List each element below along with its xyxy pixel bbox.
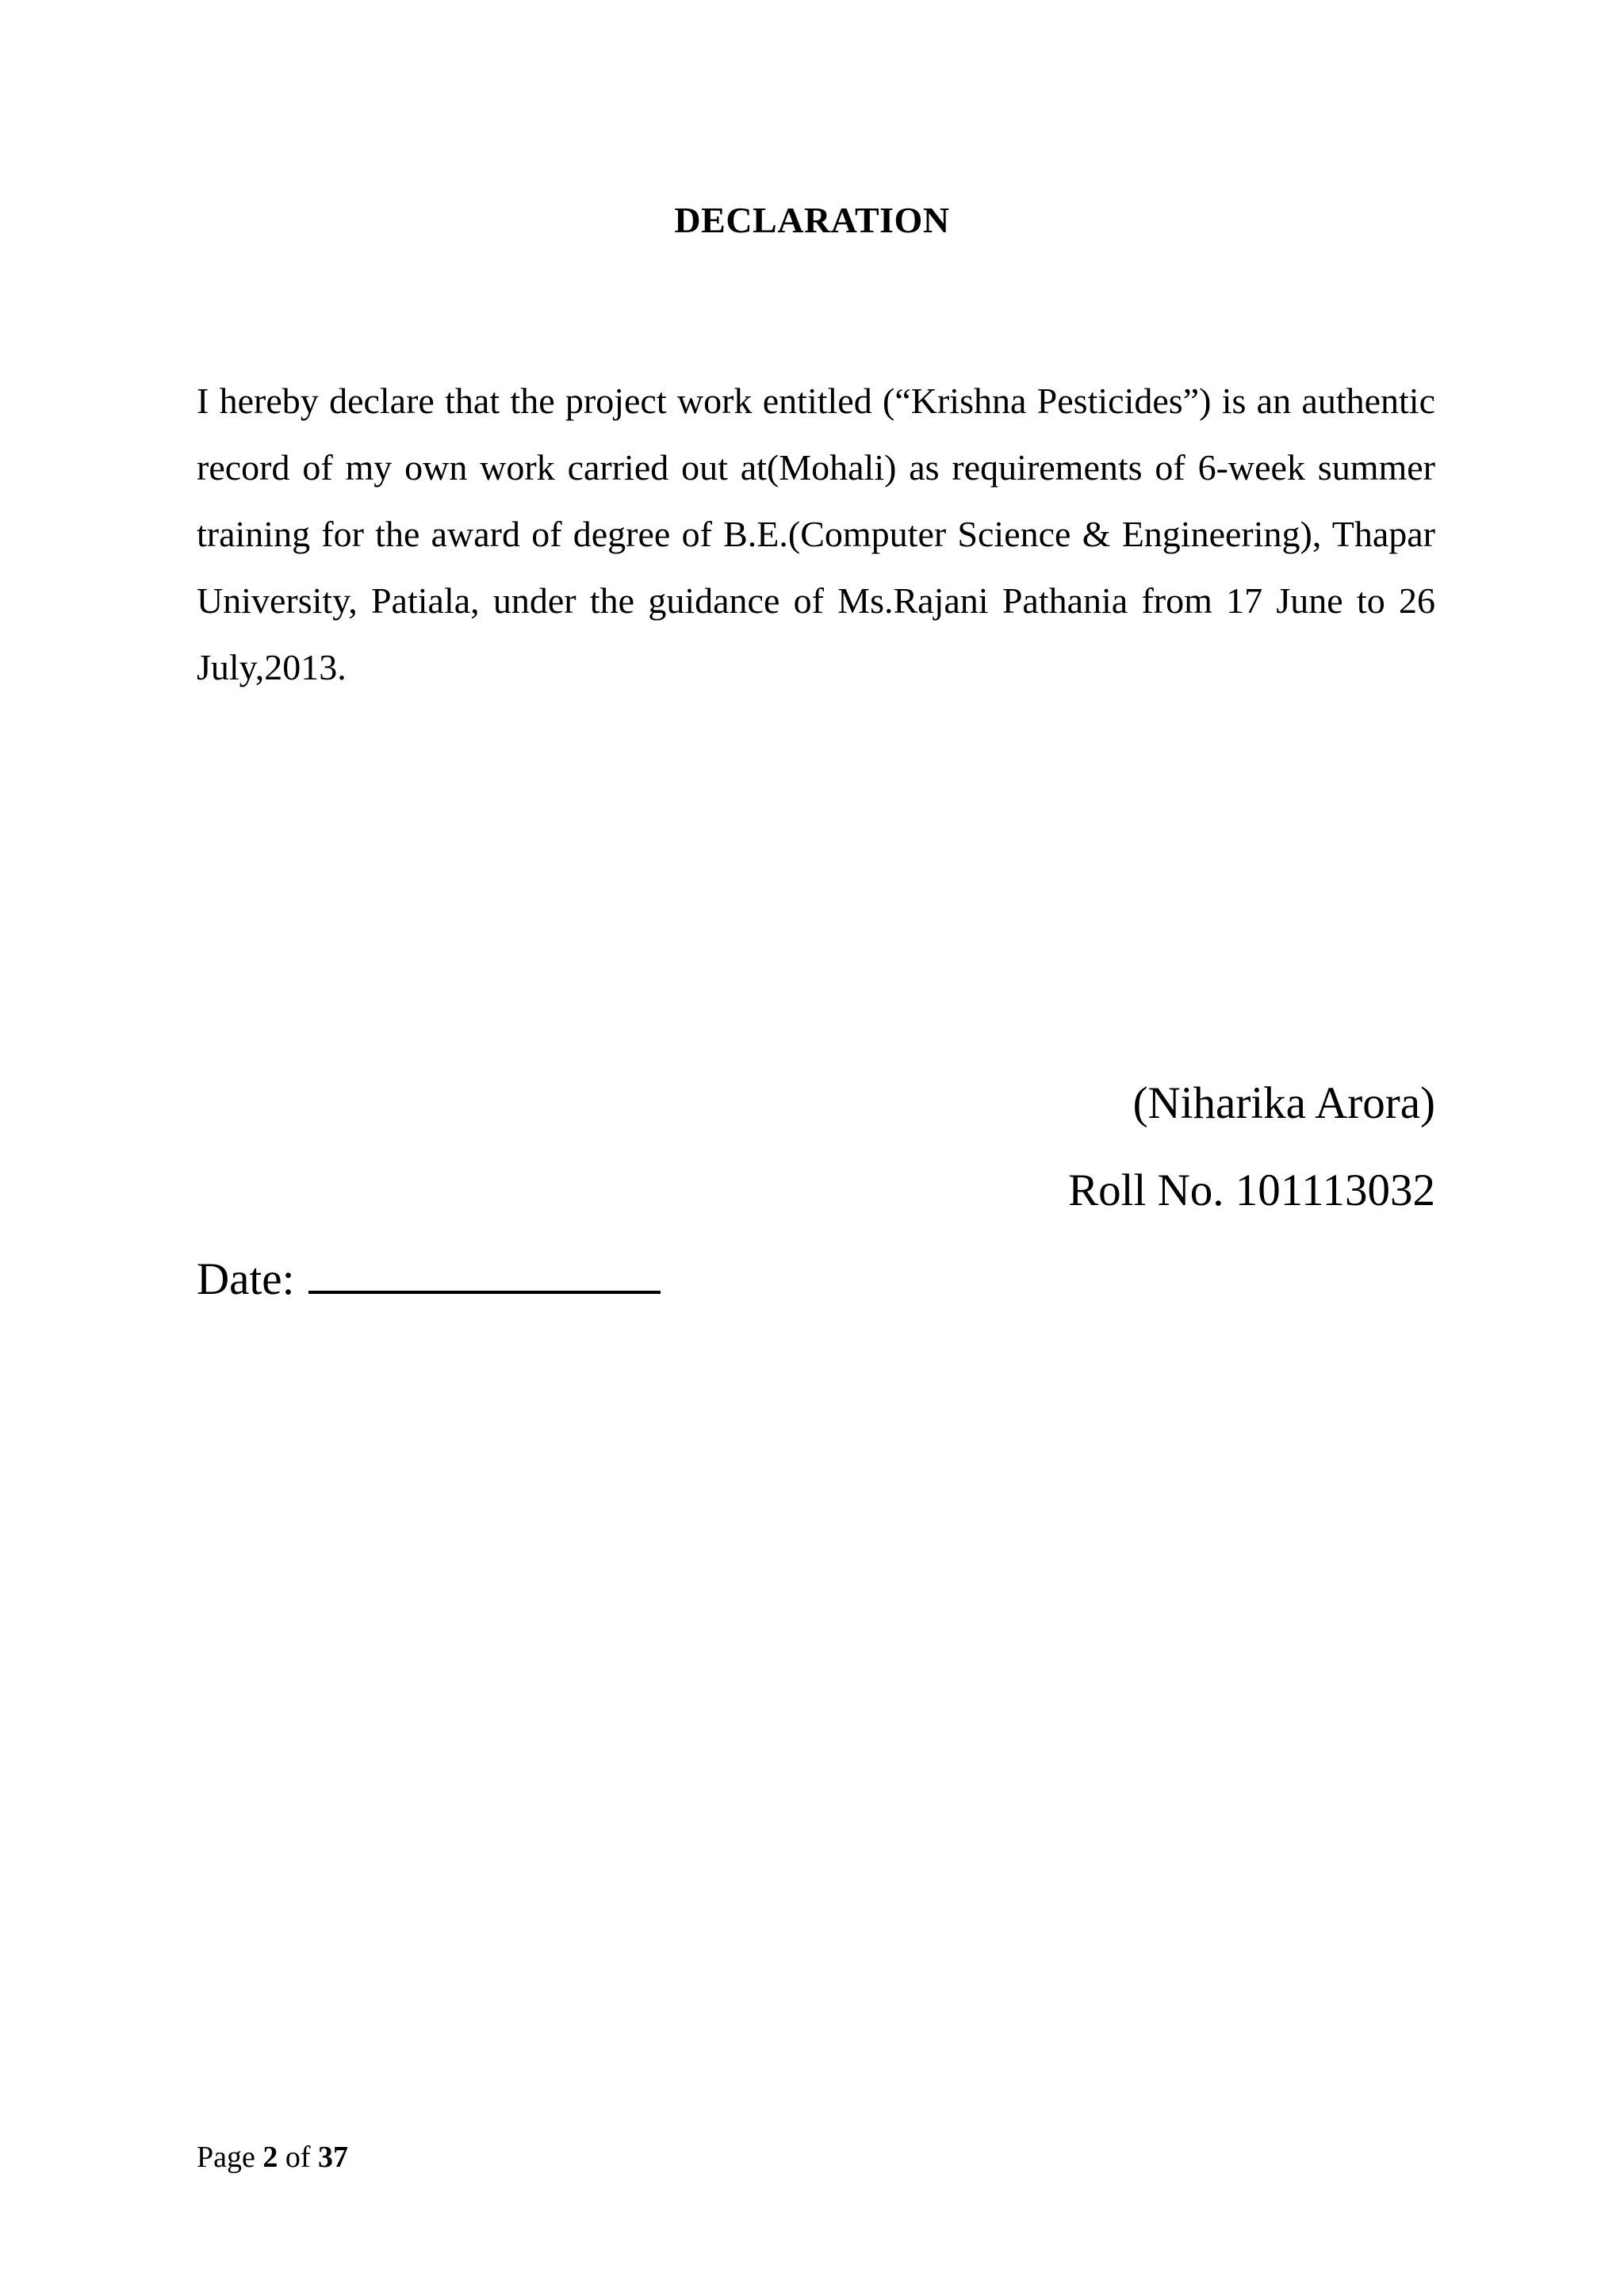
signature-name: (Niharika Arora)	[1132, 1078, 1435, 1128]
date-line	[197, 1243, 661, 1311]
declaration-paragraph: I hereby declare that the project work entitled (“Krishna Pesticides”) is an authentic record of my own work carried out at(Mohali) as requirements of 6-week summer training for the award of degree of B.E.(Computer Science & Engineering), Thapar University, Patiala, under the guidance of Ms.Rajani Pathania from 17 June to 26 July,2013.	[197, 381, 1435, 687]
page-title: DECLARATION	[674, 200, 950, 240]
roll-number: Roll No. 101113032	[1068, 1165, 1435, 1215]
date-blank-line	[308, 1243, 661, 1294]
page-footer	[197, 2137, 348, 2177]
footer-of-word: of	[285, 2141, 311, 2174]
footer-page-word: Page	[197, 2141, 255, 2174]
footer-current-page: 2	[262, 2141, 278, 2174]
footer-total-pages: 37	[318, 2141, 349, 2174]
date-label: Date:	[197, 1254, 295, 1304]
